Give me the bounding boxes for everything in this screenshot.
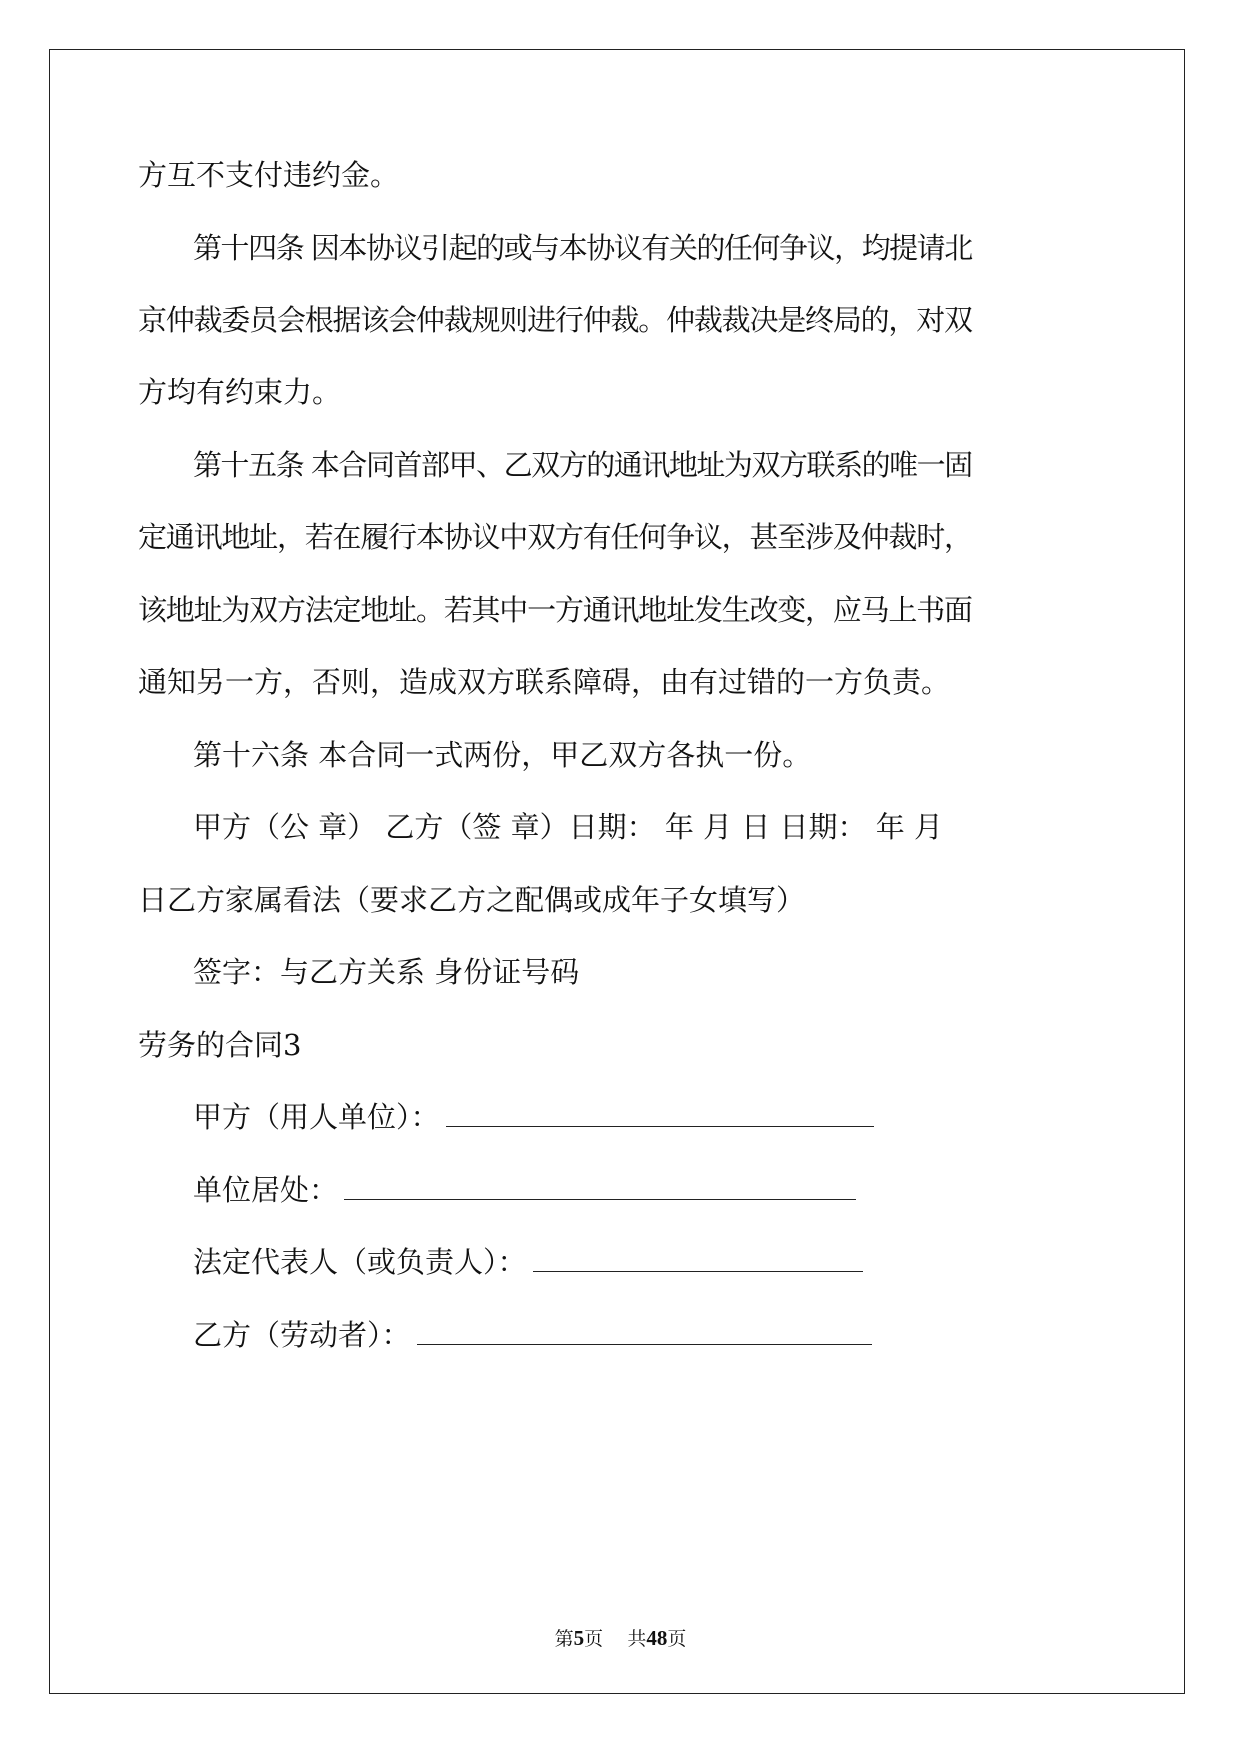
page-border: [49, 49, 1185, 1694]
page-footer: [0, 1624, 1241, 1651]
text-line: 日乙方家属看法（要求乙方之配偶或成年子女填写）: [138, 883, 806, 917]
fill-in-blank[interactable]: [446, 1104, 874, 1127]
footer-text: 共: [627, 1628, 647, 1650]
field-label: 单位居处：: [193, 1173, 339, 1207]
field-label: 甲方（用人单位）：: [193, 1100, 440, 1134]
form-field-address: [193, 1170, 856, 1210]
fill-in-blank[interactable]: [344, 1177, 856, 1200]
field-label: 法定代表人（或负责人）：: [193, 1245, 527, 1279]
footer-text: 页: [584, 1628, 604, 1650]
signature-line: 甲方（公 章） 乙方（签 章）日期： 年 月 日 日期： 年 月: [193, 810, 943, 844]
fill-in-blank[interactable]: [417, 1322, 872, 1345]
field-label: 乙方（劳动者）：: [193, 1318, 411, 1352]
footer-text: 第: [554, 1628, 574, 1650]
text-line: 第十六条 本合同一式两份，甲乙双方各执一份。: [193, 738, 812, 772]
text-line: 第十五条 本合同首部甲、乙双方的通讯地址为双方联系的唯一固: [193, 448, 972, 482]
text-line: 第十四条 因本协议引起的或与本协议有关的任何争议，均提请北: [193, 231, 972, 265]
form-field-legal-rep: [193, 1242, 863, 1282]
form-field-worker: [193, 1315, 872, 1355]
text-line: 该地址为双方法定地址。若其中一方通讯地址发生改变，应马上书面: [138, 593, 972, 627]
text-line: 签字：与乙方关系 身份证号码: [193, 955, 580, 989]
footer-text: 页: [667, 1628, 687, 1650]
fill-in-blank[interactable]: [533, 1249, 863, 1272]
text-line: 定通讯地址，若在履行本协议中双方有任何争议，甚至涉及仲裁时，: [138, 520, 972, 554]
text-line: 方互不支付违约金。: [138, 158, 400, 192]
section-title: 劳务的合同3: [138, 1028, 302, 1062]
total-pages: 48: [646, 1626, 668, 1650]
form-field-employer: [193, 1097, 874, 1137]
text-line: 京仲裁委员会根据该会仲裁规则进行仲裁。仲裁裁决是终局的，对双: [138, 303, 972, 337]
text-line: 方均有约束力。: [138, 375, 342, 409]
text-line: 通知另一方，否则，造成双方联系障碍，由有过错的一方负责。: [138, 665, 951, 699]
page-number: 5: [573, 1626, 585, 1650]
